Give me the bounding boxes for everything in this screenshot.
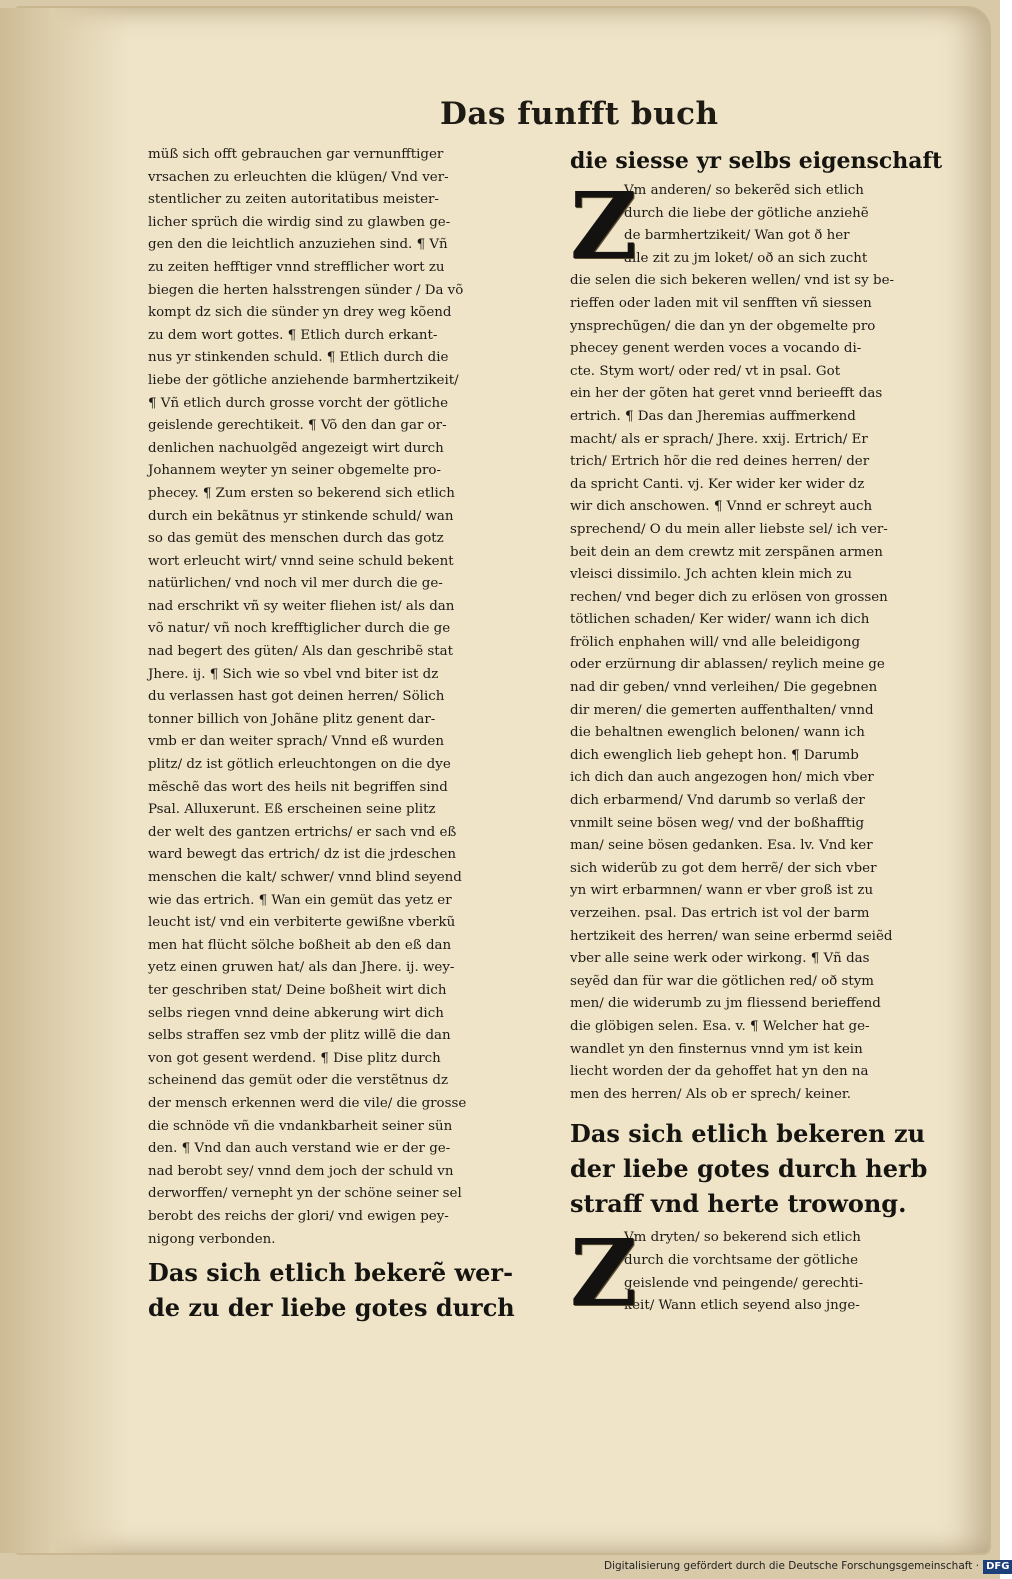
- text-line: keit/ Wann etlich seyend also jnge-: [624, 1298, 860, 1314]
- text-line: wandlet yn den finsternus vnnd ym ist kein: [570, 1041, 863, 1057]
- text-line: Psal. Alluxerunt. Eß erscheinen seine plitz: [148, 802, 436, 818]
- text-line: die behaltnen ewenglich belonen/ wann ich: [570, 725, 865, 741]
- text-line: scheinend das gemüt oder die verstẽtnus dz: [148, 1073, 449, 1089]
- text-line: beit dein an dem crewtz mit zerspãnen armen: [570, 544, 883, 560]
- text-line: rieffen oder laden mit vil senfften vñ siessen: [570, 295, 872, 311]
- text-line: Johannem weyter yn seiner obgemelte pro-: [148, 463, 441, 479]
- text-line: nad dir geben/ vnnd verleihen/ Die gegebnen: [570, 680, 878, 696]
- text-line: Vm dryten/ so bekerend sich etlich: [624, 1230, 861, 1246]
- text-line: vmb er dan weiter sprach/ Vnnd eß wurden: [148, 734, 444, 750]
- digitization-footer: [604, 1557, 1010, 1575]
- text-line: die selen die sich bekeren wellen/ vnd ist sy be-: [570, 273, 895, 289]
- right-top-line: die siesse yr selbs eigenschaft: [570, 148, 943, 174]
- text-line: nad berobt sey/ vnnd dem joch der schuld vn: [148, 1163, 454, 1179]
- text-line: müß sich offt gebrauchen gar vernunfftiger: [148, 147, 444, 162]
- text-line: vrsachen zu erleuchten die klügen/ Vnd ver-: [148, 169, 449, 185]
- text-line: geislende gerechtikeit. ¶ Võ den dan gar or-: [148, 418, 447, 434]
- text-line: dich ewenglich lieb gehept hon. ¶ Darumb: [570, 747, 859, 763]
- text-line: den. ¶ Vnd dan auch verstand wie er der ge-: [148, 1141, 451, 1157]
- text-line: ertrich. ¶ Das dan Jheremias auffmerkend: [570, 408, 856, 424]
- text-line: der welt des gantzen ertrichs/ er sach vnd eß: [148, 824, 457, 840]
- text-line: denlichen nachuolgẽd angezeigt wirt durch: [148, 440, 444, 456]
- text-line: derworffen/ vernepht yn der schöne seiner sel: [148, 1186, 462, 1202]
- text-line: vleisci dissimilo. Jch achten klein mich zu: [570, 567, 853, 583]
- text-line: stentlicher zu zeiten autoritatibus meister-: [148, 192, 439, 208]
- heading-line: Das sich etlich bekerẽ wer-: [148, 1258, 514, 1288]
- text-line: durch die vorchtsame der götliche: [624, 1252, 859, 1268]
- text-line: Vm anderen/ so bekerẽd sich etlich: [624, 183, 864, 198]
- text-line: oder erzürnung dir ablassen/ reylich meine ge: [570, 657, 885, 673]
- text-line: berobt des reichs der glori/ vnd ewigen pey-: [148, 1208, 449, 1224]
- text-line: men hat flücht sölche boßheit ab den eß dan: [148, 937, 452, 953]
- text-line: rechen/ vnd beger dich zu erlösen von grossen: [570, 589, 888, 605]
- text-line: men/ die widerumb zu jm fliessend berieffend: [570, 996, 881, 1012]
- text-line: yn wirt erbarmnen/ wann er vber groß ist zu: [570, 883, 874, 899]
- text-line: biegen die herten halsstrengen sünder / Da võ: [148, 282, 464, 298]
- binding-gutter: [0, 8, 130, 1553]
- right-column: [570, 144, 943, 1328]
- text-line: sich widerũb zu got dem herrẽ/ der sich vber: [570, 860, 877, 876]
- dfg-logo: DFG: [983, 1560, 1012, 1574]
- text-line: mẽschẽ das wort des heils nit begriffen sind: [148, 779, 448, 795]
- left-column: [148, 144, 528, 1325]
- text-line: da spricht Canti. vj. Ker wider ker wider dz: [570, 476, 865, 492]
- text-line: vber alle seine werk oder wirkong. ¶ Vñ das: [570, 951, 870, 967]
- text-line: dich erbarmend/ Vnd darumb so verlaß der: [570, 793, 865, 809]
- text-line: de barmhertzikeit/ Wan got ð her: [624, 228, 850, 244]
- text-line: nigong verbonden.: [148, 1231, 276, 1247]
- text-line: zu zeiten hefftiger vnnd strefflicher wort zu: [148, 259, 445, 275]
- text-line: liecht worden der da gehoffet hat yn den na: [570, 1064, 869, 1080]
- text-line: wir dich anschowen. ¶ Vnnd er schreyt auch: [570, 499, 873, 515]
- running-head: Das funfft buch: [440, 96, 719, 132]
- text-line: gen den die leichtlich anzuziehen sind. ¶ Vñ: [148, 237, 448, 253]
- text-line: selbs straffen sez vmb der plitz willẽ die dan: [148, 1028, 451, 1044]
- text-line: licher sprüch die wirdig sind zu glawben ge-: [148, 214, 451, 230]
- text-line: leucht ist/ vnd ein verbiterte gewißne vberkũ: [148, 915, 456, 931]
- text-line: phecey genent werden voces a vocando di-: [570, 341, 862, 357]
- text-line: menschen die kalt/ schwer/ vnnd blind seyend: [148, 870, 462, 885]
- text-line: so das gemüt des menschen durch das gotz: [148, 531, 444, 547]
- text-line: alle zit zu jm loket/ oð an sich zucht: [624, 250, 868, 266]
- heading-line: der liebe gotes durch herb: [570, 1154, 928, 1184]
- text-line: macht/ als er sprach/ Jhere. xxij. Ertrich/ Er: [570, 431, 868, 447]
- text-line: hertzikeit des herren/ wan seine erbermd seiẽd: [570, 928, 893, 944]
- heading-line: Das sich etlich bekeren zu: [570, 1119, 926, 1149]
- text-line: yetz einen gruwen hat/ als dan Jhere. ij. wey-: [148, 960, 455, 976]
- right-paragraph-2: [570, 1219, 938, 1328]
- text-line: vnmilt seine bösen weg/ vnd der boßhafftig: [570, 815, 865, 831]
- text-line: nad erschrikt vñ sy weiter fliehen ist/ als dan: [148, 598, 455, 614]
- text-line: seyẽd dan für war die götlichen red/ oð stym: [570, 973, 874, 989]
- initial-letter-z: Z: [570, 172, 638, 280]
- text-line: selbs riegen vnnd deine abkerung wirt dich: [148, 1005, 444, 1021]
- text-line: cte. Stym wort/ oder red/ vt in psal. Got: [570, 363, 841, 379]
- text-line: verzeihen. psal. Das ertrich ist vol der barm: [570, 906, 870, 921]
- text-line: ein her der gõten hat geret vnnd berieefft das: [570, 386, 883, 402]
- text-line: dir meren/ die gemerten auffenthalten/ vnnd: [570, 702, 874, 718]
- text-line: ward bewegt das ertrich/ dz ist die jrdeschen: [148, 847, 457, 863]
- text-line: natürlichen/ vnd noch vil mer durch die ge-: [148, 576, 443, 592]
- text-line: wort erleucht wirt/ vnnd seine schuld bekent: [148, 553, 454, 569]
- text-line: phecey. ¶ Zum ersten so bekerend sich etlich: [148, 485, 455, 501]
- text-line: ¶ Vñ etlich durch grosse vorcht der götliche: [148, 395, 449, 411]
- text-line: kompt dz sich die sünder yn drey weg kõend: [148, 305, 452, 321]
- text-line: Jhere. ij. ¶ Sich wie so vbel vnd biter ist dz: [148, 666, 439, 682]
- text-line: ynsprechũgen/ die dan yn der obgemelte pro: [570, 318, 876, 334]
- heading-line: de zu der liebe gotes durch: [148, 1293, 515, 1323]
- heading-line: straff vnd herte trowong.: [570, 1189, 907, 1219]
- text-line: der mensch erkennen werd die vile/ die grosse: [148, 1095, 467, 1111]
- text-line: man/ seine bösen gedanken. Esa. lv. Vnd ker: [570, 838, 873, 854]
- footer-text: Digitalisierung gefördert durch die Deutsche Forschungsgemeinschaft ·: [604, 1560, 980, 1572]
- text-line: plitz/ dz ist götlich erleuchtongen on die dye: [148, 757, 451, 773]
- text-line: ter geschriben stat/ Deine boßheit wirt dich: [148, 982, 447, 998]
- text-line: geislende vnd peingende/ gerechti-: [624, 1275, 864, 1291]
- left-text-block: [148, 144, 528, 1251]
- text-line: durch ein bekãtnus yr stinkende schuld/ wan: [148, 508, 454, 524]
- initial-letter-z: Z: [570, 1219, 638, 1328]
- text-line: men des herren/ Als ob er sprech/ keiner.: [570, 1086, 852, 1102]
- text-line: wie das ertrich. ¶ Wan ein gemüt das yetz er: [148, 892, 452, 908]
- text-line: durch die liebe der götliche anziehẽ: [624, 205, 869, 221]
- text-line: tötlichen schaden/ Ker wider/ wann ich dich: [570, 612, 870, 628]
- text-line: tonner billich von Johãne plitz genent dar-: [148, 711, 436, 727]
- left-section-heading: [148, 1255, 528, 1325]
- text-line: du verlassen hast got deinen herren/ Sölich: [148, 689, 445, 705]
- text-line: ich dich dan auch angezogen hon/ mich vber: [570, 770, 874, 786]
- text-line: sprechend/ O du mein aller liebste sel/ ich ver-: [570, 521, 888, 537]
- right-paragraph-1: [570, 172, 938, 1106]
- text-line: frölich enphahen will/ vnd alle beleidigong: [570, 634, 861, 650]
- text-line: võ natur/ vñ noch krefftiglicher durch die ge: [148, 621, 451, 637]
- text-line: die glöbigen selen. Esa. v. ¶ Welcher hat ge-: [570, 1018, 870, 1034]
- text-line: nad begert des güten/ Als dan geschribẽ stat: [148, 644, 454, 660]
- right-section-heading: [570, 1116, 938, 1221]
- text-line: zu dem wort gottes. ¶ Etlich durch erkant-: [148, 327, 438, 343]
- text-line: liebe der götliche anziehende barmhertzikeit/: [148, 372, 459, 388]
- text-line: die schnöde vñ die vndankbarheit seiner sün: [148, 1118, 453, 1134]
- text-line: trich/ Ertrich hõr die red deines herren/ der: [570, 454, 870, 470]
- text-line: nus yr stinkenden schuld. ¶ Etlich durch die: [148, 350, 449, 366]
- text-line: von got gesent werdend. ¶ Dise plitz durch: [148, 1050, 441, 1066]
